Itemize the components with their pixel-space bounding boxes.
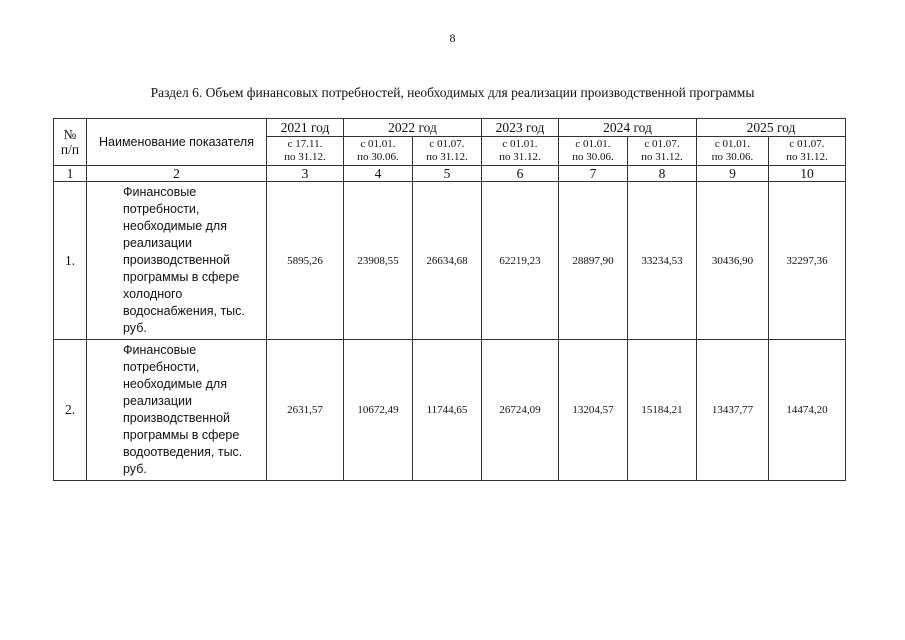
header-period: [559, 137, 628, 166]
header-period: [628, 137, 697, 166]
header-year-2021: 2021 год: [267, 119, 344, 137]
row-indicator-name: Финансовые потребности, необходимые для реализации производственной программы в сфере холодного водоснабжения, тыс. руб.: [87, 182, 267, 340]
period-to: по 30.06.: [711, 151, 754, 163]
header-year-2022: 2022 год: [344, 119, 482, 137]
header-period: [267, 137, 344, 166]
period-from: с 17.11.: [287, 138, 323, 150]
row-value: 13437,77: [697, 340, 769, 481]
row-value: 30436,90: [697, 182, 769, 340]
row-value: 33234,53: [628, 182, 697, 340]
column-number: 7: [559, 166, 628, 182]
period-to: по 30.06.: [572, 151, 614, 163]
row-number: 2.: [54, 340, 87, 481]
row-number: 1.: [54, 182, 87, 340]
column-number: 1: [54, 166, 87, 182]
period-to: по 31.12.: [641, 151, 683, 163]
header-period: [697, 137, 769, 166]
header-period: [413, 137, 482, 166]
period-to: по 30.06.: [357, 151, 399, 163]
period-to: по 31.12.: [284, 151, 326, 163]
section-title: Раздел 6. Объем финансовых потребностей, необходимых для реализации производственной программы: [150, 85, 755, 100]
page-number: 8: [449, 31, 456, 45]
row-value: 15184,21: [628, 340, 697, 481]
row-value: 26724,09: [482, 340, 559, 481]
row-value: 2631,57: [267, 340, 344, 481]
period-from: с 01.01.: [714, 138, 751, 150]
header-year-2025: 2025 год: [697, 119, 846, 137]
row-value: 11744,65: [413, 340, 482, 481]
row-value: 5895,26: [267, 182, 344, 340]
column-number: 9: [697, 166, 769, 182]
period-from: с 01.01.: [575, 138, 611, 150]
financial-needs-table: [53, 118, 846, 481]
period-from: с 01.07.: [429, 138, 465, 150]
period-from: с 01.01.: [502, 138, 538, 150]
row-value: 10672,49: [344, 340, 413, 481]
period-to: по 31.12.: [426, 151, 468, 163]
row-value: 32297,36: [769, 182, 846, 340]
column-number: 10: [769, 166, 846, 182]
column-number: 5: [413, 166, 482, 182]
row-value: 28897,90: [559, 182, 628, 340]
row-value: 14474,20: [769, 340, 846, 481]
period-from: с 01.07.: [789, 138, 825, 150]
header-row-years: [54, 119, 846, 137]
period-from: с 01.07.: [644, 138, 680, 150]
column-number: 3: [267, 166, 344, 182]
period-to: по 31.12.: [786, 151, 828, 163]
column-number: 6: [482, 166, 559, 182]
table-row: [54, 340, 846, 481]
header-indicator-name: Наименование показателя: [87, 119, 267, 166]
header-period: [482, 137, 559, 166]
column-number: 8: [628, 166, 697, 182]
row-indicator-name: Финансовые потребности, необходимые для реализации производственной программы в сфере водоотведения, тыс. руб.: [87, 340, 267, 481]
row-value: 23908,55: [344, 182, 413, 340]
column-number: 2: [87, 166, 267, 182]
column-number: 4: [344, 166, 413, 182]
header-year-2024: 2024 год: [559, 119, 697, 137]
period-to: по 31.12.: [499, 151, 541, 163]
header-number: № п/п: [54, 119, 87, 166]
row-value: 13204,57: [559, 340, 628, 481]
header-period: [344, 137, 413, 166]
column-number-row: [54, 166, 846, 182]
table-row: [54, 182, 846, 340]
row-value: 62219,23: [482, 182, 559, 340]
period-from: с 01.01.: [360, 138, 396, 150]
header-year-2023: 2023 год: [482, 119, 559, 137]
header-period: [769, 137, 846, 166]
row-value: 26634,68: [413, 182, 482, 340]
